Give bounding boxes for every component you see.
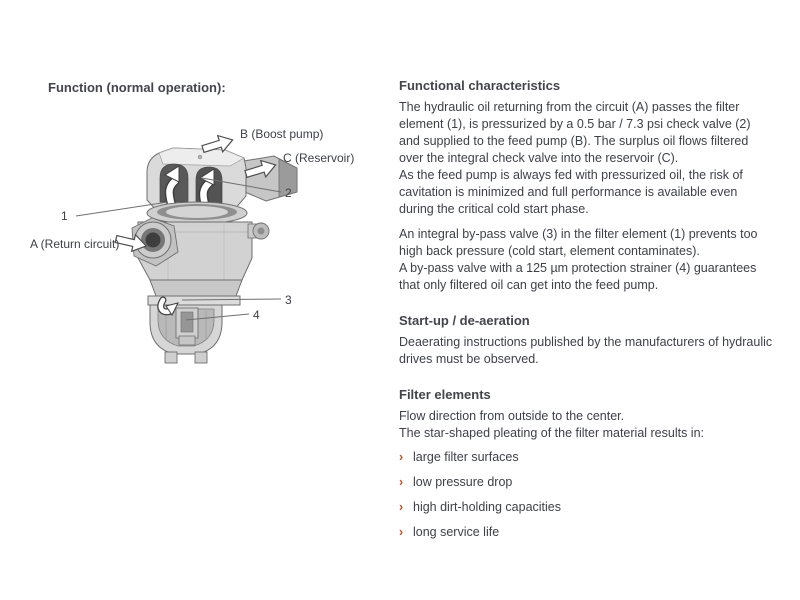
filter-elements-intro-1: Flow direction from outside to the center.: [399, 409, 625, 423]
head-screw-detail: [198, 155, 202, 159]
functional-paragraph-2a: An integral by-pass valve (3) in the filter element (1) prevents too high back pressure (cold start, element contaminates).: [399, 227, 758, 258]
list-item: [399, 472, 773, 493]
label-4: 4: [253, 308, 260, 322]
bullet-arrow-icon: ›: [399, 500, 404, 514]
label-boost-pump: B (Boost pump): [240, 127, 324, 141]
spacer: [399, 294, 773, 313]
left-column-heading: Function (normal operation):: [48, 80, 226, 95]
functional-characteristics-heading: Functional characteristics: [399, 78, 561, 93]
list-item-text: low pressure drop: [413, 475, 513, 489]
label-1: 1: [61, 209, 68, 223]
bullet-arrow-icon: ›: [399, 525, 404, 539]
right-column: [399, 78, 773, 547]
list-item: [399, 522, 773, 543]
label-reservoir: C (Reservoir): [283, 151, 355, 165]
list-item: [399, 497, 773, 518]
label-return-circuit: A (Return circuit): [30, 237, 120, 251]
functional-paragraph-1a: The hydraulic oil returning from the circuit (A) passes the filter element (1), is pressurized by a 0.5 bar / 7.3 psi check valve (2) and supplied to the feed pump (B). The surplus oil flows filtered over the integral check valve into the reservoir (C).: [399, 100, 751, 165]
list-item-text: long service life: [413, 525, 500, 539]
filter-bowl: [150, 300, 222, 363]
filter-elements-intro-2: The star-shaped pleating of the filter material results in:: [399, 426, 705, 440]
list-item-text: large filter surfaces: [413, 450, 519, 464]
spacer: [399, 368, 773, 387]
functional-paragraph-2b: A by-pass valve with a 125 µm protection strainer (4) guarantees that only filtered oil can get into the feed pump.: [399, 261, 757, 292]
list-item: [399, 447, 773, 468]
head-flange: [147, 202, 247, 224]
bullet-arrow-icon: ›: [399, 475, 404, 489]
label-3: 3: [285, 293, 292, 307]
filter-elements-heading: Filter elements: [399, 387, 491, 402]
startup-deaeration-heading: Start-up / de-aeration: [399, 313, 530, 328]
label-2: 2: [285, 186, 292, 200]
functional-paragraph-1b: As the feed pump is always fed with pressurized oil, the risk of cavitation is minimized and full performance is available even during the critical cold start phase.: [399, 168, 743, 216]
filter-benefits-list: [399, 447, 773, 543]
filter-housing: [132, 218, 269, 305]
list-item-text: high dirt-holding capacities: [413, 500, 562, 514]
bullet-arrow-icon: ›: [399, 450, 404, 464]
protection-strainer: [176, 308, 198, 345]
startup-paragraph: Deaerating instructions published by the manufacturers of hydraulic drives must be observed.: [399, 335, 773, 366]
spacer: [399, 218, 773, 226]
